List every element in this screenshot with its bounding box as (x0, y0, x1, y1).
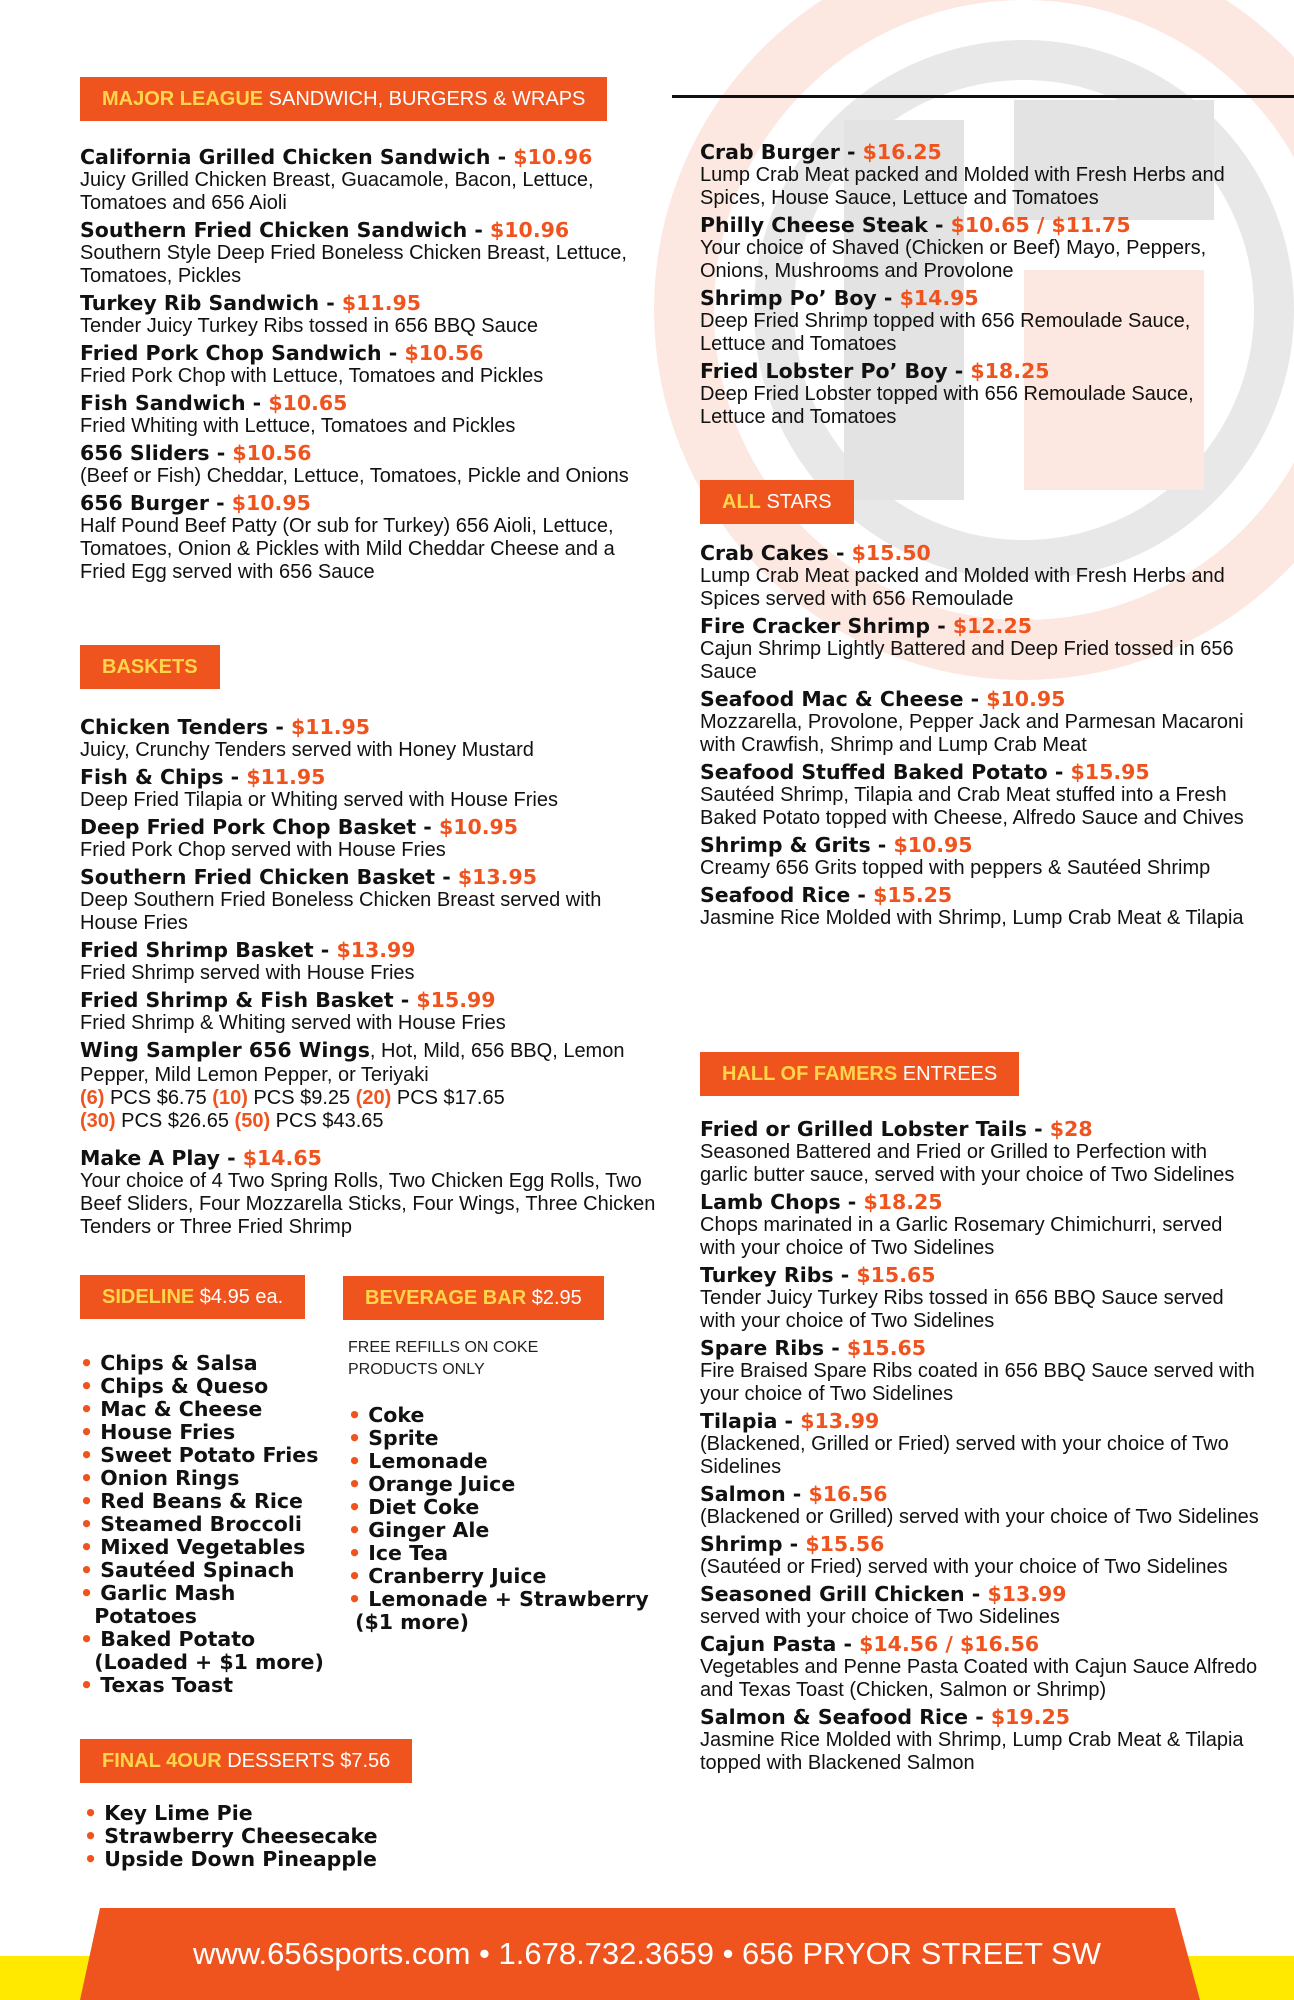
item-description: Your choice of Shaved (Chicken or Beef) Mayo, Peppers, Onions, Mushrooms and Provolone (700, 237, 1207, 282)
item-description: Cajun Shrimp Lightly Battered and Deep Fried tossed in 656 Sauce (700, 638, 1234, 683)
menu-item (700, 1706, 1260, 1775)
menu-item (700, 1264, 1260, 1333)
item-name: 656 Sliders - (80, 441, 233, 465)
item-description: Chops marinated in a Garlic Rosemary Chimichurri, served with your choice of Two Sidelines (700, 1214, 1223, 1259)
item-name: Fish & Chips - (80, 765, 247, 789)
list-item: • Red Beans & Rice (80, 1489, 303, 1513)
item-name: Fried Pork Chop Sandwich - (80, 341, 405, 365)
wing-pieces-pricing (80, 1087, 660, 1133)
item-price: $12.25 (952, 614, 1032, 638)
major-league-header-rest: SANDWICH, BURGERS & WRAPS (263, 88, 586, 110)
hall-of-famers-header (700, 1052, 1019, 1096)
list-item: • Key Lime Pie (84, 1801, 253, 1825)
item-price: $18.25 (863, 1190, 943, 1214)
section-divider-line (672, 95, 1294, 98)
list-item: • Diet Coke (348, 1495, 480, 1519)
item-price: $13.99 (336, 938, 416, 962)
item-description: Vegetables and Penne Pasta Coated with Cajun Sauce Alfredo and Texas Toast (Chicken, Salmon or Shrimp) (700, 1656, 1258, 1701)
menu-item (80, 342, 660, 388)
list-item: • Coke (348, 1403, 425, 1427)
item-description: Fried Pork Chop served with House Fries (80, 839, 446, 861)
item-price: $10.95 (231, 491, 311, 515)
free-refills-note: FREE REFILLS ON COKE PRODUCTS ONLY (348, 1339, 539, 1378)
all-stars-header-rest: STARS (760, 491, 832, 513)
item-description: Tender Juicy Turkey Ribs tossed in 656 BBQ Sauce served with your choice of Two Sidelines (700, 1287, 1224, 1332)
item-price: $15.56 (805, 1532, 885, 1556)
item-name: Fried Shrimp Basket - (80, 938, 337, 962)
item-price: $11.95 (341, 291, 422, 315)
item-price: $10.56 (404, 341, 484, 365)
hof-header-accent: HALL OF FAMERS (722, 1063, 898, 1085)
menu-item (700, 1583, 1260, 1629)
item-price: $10.95 (986, 687, 1066, 711)
list-item: • Mixed Vegetables (80, 1535, 306, 1559)
hall-of-famers-list (700, 1118, 1260, 1779)
item-description: Jasmine Rice Molded with Shrimp, Lump Crab Meat & Tilapia topped with Blackened Salmon (700, 1729, 1244, 1774)
wing-sampler-item (80, 1039, 660, 1133)
list-item: • Ice Tea (348, 1541, 449, 1565)
all-stars-header (700, 480, 854, 524)
item-price: $10.96 (490, 218, 570, 242)
item-name: Seafood Stuffed Baked Potato - (700, 760, 1071, 784)
item-description: Juicy Grilled Chicken Breast, Guacamole, Bacon, Lettuce, Tomatoes and 656 Aioli (80, 169, 594, 214)
item-price: $13.99 (987, 1582, 1067, 1606)
list-item: • Chips & Queso (80, 1374, 269, 1398)
menu-item (80, 989, 660, 1035)
item-name: Shrimp Po’ Boy - (700, 286, 900, 310)
item-price: $15.65 (846, 1336, 927, 1360)
item-name: Spare Ribs - (700, 1336, 847, 1360)
item-name: Southern Fried Chicken Sandwich - (80, 218, 491, 242)
wing-count: (50) (234, 1110, 271, 1132)
wing-count: (6) (80, 1087, 105, 1109)
item-price: $15.65 (856, 1263, 936, 1287)
sideline-header (80, 1275, 305, 1319)
item-price: $10.65 / $11.75 (950, 213, 1131, 237)
item-description: Seasoned Battered and Fried or Grilled to Perfection with garlic butter sauce, served with your choice of Two Sidelines (700, 1141, 1235, 1186)
item-price: $15.95 (1070, 760, 1150, 784)
item-name: Salmon - (700, 1482, 809, 1506)
major-league-list (80, 146, 660, 588)
list-item: • Mac & Cheese (80, 1397, 263, 1421)
item-name: Southern Fried Chicken Basket - (80, 865, 458, 889)
list-item: • Onion Rings (80, 1466, 240, 1490)
sideline-header-price: $4.95 ea. (194, 1286, 284, 1308)
item-price: $28 (1049, 1117, 1093, 1141)
menu-item (700, 1337, 1260, 1406)
wing-price: PCS $43.65 (270, 1110, 384, 1132)
baskets-header-label: BASKETS (102, 656, 198, 678)
menu-item (80, 816, 660, 862)
desserts-header (80, 1739, 412, 1783)
desserts-header-accent: FINAL 4OUR (102, 1750, 222, 1772)
item-name: Philly Cheese Steak - (700, 213, 951, 237)
item-name: Seafood Mac & Cheese - (700, 687, 987, 711)
menu-item (700, 1633, 1260, 1702)
wing-count: (30) (80, 1110, 116, 1132)
item-description: Fried Shrimp served with House Fries (80, 962, 415, 984)
item-name: Wing Sampler 656 Wings (80, 1038, 370, 1062)
item-description: Tender Juicy Turkey Ribs tossed in 656 BBQ Sauce (80, 315, 539, 337)
item-price: $15.25 (873, 883, 953, 907)
item-description: Southern Style Deep Fried Boneless Chicken Breast, Lettuce, Tomatoes, Pickles (80, 242, 627, 287)
item-name: Seasoned Grill Chicken - (700, 1582, 988, 1606)
item-price: $14.95 (899, 286, 979, 310)
item-description: Juicy, Crunchy Tenders served with Honey Mustard (80, 739, 534, 761)
menu-item (700, 1410, 1260, 1479)
wing-price: PCS $6.75 (104, 1087, 213, 1109)
item-price: $19.25 (990, 1705, 1070, 1729)
item-price: $15.50 (851, 541, 931, 565)
menu-item (700, 688, 1260, 757)
list-item: • Lemonade + Strawberry ($1 more) (348, 1587, 649, 1634)
item-description: Half Pound Beef Patty (Or sub for Turkey) 656 Aioli, Lettuce, Tomatoes, Onion & Pickles with Mild Cheddar Cheese and a Fried Egg served with 656 Sauce (80, 515, 615, 583)
item-name: Fried Shrimp & Fish Basket - (80, 988, 417, 1012)
menu-item (700, 1483, 1260, 1529)
list-item: • Sautéed Spinach (80, 1558, 295, 1582)
all-stars-header-accent: ALL (722, 491, 761, 513)
footer-contact-text: www.656sports.com • 1.678.732.3659 • 656 PRYOR STREET SW (193, 1936, 1101, 1971)
menu-item (700, 834, 1260, 880)
list-item: • Strawberry Cheesecake (84, 1824, 378, 1848)
desserts-header-rest: DESSERTS $7.56 (221, 1750, 391, 1772)
beverage-header-price: $2.95 (526, 1287, 582, 1309)
item-price: $14.56 / $16.56 (859, 1632, 1040, 1656)
list-item: • Lemonade (348, 1449, 488, 1473)
item-name: Salmon & Seafood Rice - (700, 1705, 991, 1729)
major-league-header-accent: MAJOR LEAGUE (102, 88, 264, 110)
baskets-header (80, 645, 220, 689)
item-description: Lump Crab Meat packed and Molded with Fresh Herbs and Spices, House Sauce, Lettuce and Tomatoes (700, 164, 1225, 209)
list-item: • Chips & Salsa (80, 1351, 258, 1375)
menu-item (80, 866, 660, 935)
item-description: (Blackened, Grilled or Fried) served with your choice of Two Sidelines (700, 1433, 1229, 1478)
item-description: Fire Braised Spare Ribs coated in 656 BBQ Sauce served with your choice of Two Sidelines (700, 1360, 1255, 1405)
item-price: $10.95 (438, 815, 519, 839)
item-price: $11.95 (290, 715, 371, 739)
menu-item (700, 761, 1260, 830)
item-description: Sautéed Shrimp, Tilapia and Crab Meat stuffed into a Fresh Baked Potato topped with Cheese, Alfredo Sauce and Chives (700, 784, 1244, 829)
item-description: (Sautéed or Fried) served with your choice of Two Sidelines (700, 1556, 1228, 1578)
menu-item (700, 214, 1260, 283)
menu-item (700, 615, 1260, 684)
menu-item (80, 442, 660, 488)
item-price: $14.65 (242, 1146, 322, 1170)
list-item: • Baked Potato (Loaded + $1 more) (80, 1627, 324, 1674)
item-name: Turkey Ribs - (700, 1263, 857, 1287)
item-description: Your choice of 4 Two Spring Rolls, Two Chicken Egg Rolls, Two Beef Sliders, Four Mozzarella Sticks, Four Wings, Three Chicken Tenders or Three Fried Shrimp (80, 1170, 656, 1238)
list-item: • Sweet Potato Fries (80, 1443, 319, 1467)
menu-item (700, 287, 1260, 356)
beverage-bar-header (343, 1276, 604, 1320)
list-item: • Cranberry Juice (348, 1564, 547, 1588)
list-item: • House Fries (80, 1420, 236, 1444)
item-name: Make A Play - (80, 1146, 243, 1170)
list-item: • Ginger Ale (348, 1518, 490, 1542)
sideline-header-accent: SIDELINE (102, 1286, 195, 1308)
list-item: • Steamed Broccoli (80, 1512, 302, 1536)
item-price: $18.25 (970, 359, 1050, 383)
desserts-list (84, 1802, 484, 1871)
item-name: Deep Fried Pork Chop Basket - (80, 815, 439, 839)
item-name: California Grilled Chicken Sandwich - (80, 145, 514, 169)
list-item: • Texas Toast (80, 1673, 233, 1697)
menu-item (700, 1191, 1260, 1260)
item-price: $13.95 (457, 865, 537, 889)
item-description: Deep Fried Shrimp topped with 656 Remoulade Sauce, Lettuce and Tomatoes (700, 310, 1191, 355)
footer-banner (0, 1908, 1294, 2000)
item-name: Cajun Pasta - (700, 1632, 860, 1656)
menu-item (80, 1147, 660, 1239)
item-name: Tilapia - (700, 1409, 801, 1433)
item-description: Deep Fried Tilapia or Whiting served with House Fries (80, 789, 558, 811)
baskets-list (80, 716, 660, 1243)
item-name: Fire Cracker Shrimp - (700, 614, 953, 638)
item-price: $10.95 (893, 833, 973, 857)
menu-item (80, 716, 660, 762)
item-description: Fried Pork Chop with Lettuce, Tomatoes and Pickles (80, 365, 544, 387)
list-item: • Garlic Mash Potatoes (80, 1581, 236, 1628)
item-description: Fried Whiting with Lettuce, Tomatoes and Pickles (80, 415, 516, 437)
menu-item (80, 492, 660, 584)
wing-price: PCS $26.65 (115, 1110, 235, 1132)
item-description: Mozzarella, Provolone, Pepper Jack and Parmesan Macaroni with Crawfish, Shrimp and Lump Crab Meat (700, 711, 1244, 756)
item-name: Seafood Rice - (700, 883, 874, 907)
list-item: • Sprite (348, 1426, 439, 1450)
item-description: Jasmine Rice Molded with Shrimp, Lump Crab Meat & Tilapia (700, 907, 1244, 929)
item-price: $10.56 (232, 441, 312, 465)
item-description: Fried Shrimp & Whiting served with House Fries (80, 1012, 506, 1034)
item-name: Turkey Rib Sandwich - (80, 291, 342, 315)
menu-item (700, 884, 1260, 930)
item-description: Deep Southern Fried Boneless Chicken Breast served with House Fries (80, 889, 602, 934)
hof-header-rest: ENTREES (897, 1063, 998, 1085)
menu-item (700, 1533, 1260, 1579)
wing-count: (10) (212, 1087, 248, 1109)
item-price: $11.95 (246, 765, 326, 789)
item-description: (Beef or Fish) Cheddar, Lettuce, Tomatoes, Pickle and Onions (80, 465, 629, 487)
item-description: Creamy 656 Grits topped with peppers & Sautéed Shrimp (700, 857, 1211, 879)
all-stars-list (700, 542, 1260, 934)
wing-count: (20) (355, 1087, 392, 1109)
menu-item (700, 141, 1260, 210)
menu-item (80, 939, 660, 985)
beverage-header-accent: BEVERAGE BAR (365, 1287, 527, 1309)
wing-price: PCS $17.65 (391, 1087, 505, 1109)
item-name: Lamb Chops - (700, 1190, 864, 1214)
item-name: Crab Cakes - (700, 541, 852, 565)
menu-item (80, 392, 660, 438)
item-description: (Blackened or Grilled) served with your choice of Two Sidelines (700, 1506, 1259, 1528)
menu-item (700, 1118, 1260, 1187)
item-description: Lump Crab Meat packed and Molded with Fresh Herbs and Spices served with 656 Remoulade (700, 565, 1225, 610)
list-item: • Upside Down Pineapple (84, 1847, 377, 1871)
menu-item (700, 360, 1260, 429)
item-price: $15.99 (416, 988, 496, 1012)
menu-item (80, 219, 660, 288)
item-price: $10.96 (513, 145, 593, 169)
menu-item (80, 146, 660, 215)
item-description: , Hot, Mild, 656 BBQ, Lemon Pepper, Mild Lemon Pepper, or Teriyaki (80, 1040, 625, 1086)
menu-item (80, 292, 660, 338)
major-league-header (80, 77, 607, 121)
item-price: $13.99 (800, 1409, 880, 1433)
item-name: Chicken Tenders - (80, 715, 291, 739)
sideline-list (80, 1352, 360, 1697)
beverage-list (348, 1404, 678, 1634)
menu-item (80, 766, 660, 812)
item-name: Fried Lobster Po’ Boy - (700, 359, 971, 383)
wing-price: PCS $9.25 (247, 1087, 356, 1109)
item-price: $16.25 (862, 140, 942, 164)
item-name: 656 Burger - (80, 491, 232, 515)
list-item: • Orange Juice (348, 1472, 516, 1496)
item-price: $16.56 (808, 1482, 888, 1506)
item-name: Shrimp - (700, 1532, 806, 1556)
major-league-list-continued (700, 141, 1260, 433)
item-name: Fish Sandwich - (80, 391, 269, 415)
item-description: Deep Fried Lobster topped with 656 Remoulade Sauce, Lettuce and Tomatoes (700, 383, 1194, 428)
item-name: Fried or Grilled Lobster Tails - (700, 1117, 1050, 1141)
item-name: Shrimp & Grits - (700, 833, 894, 857)
item-description: served with your choice of Two Sidelines (700, 1606, 1060, 1628)
item-price: $10.65 (268, 391, 348, 415)
menu-item (700, 542, 1260, 611)
item-name: Crab Burger - (700, 140, 863, 164)
